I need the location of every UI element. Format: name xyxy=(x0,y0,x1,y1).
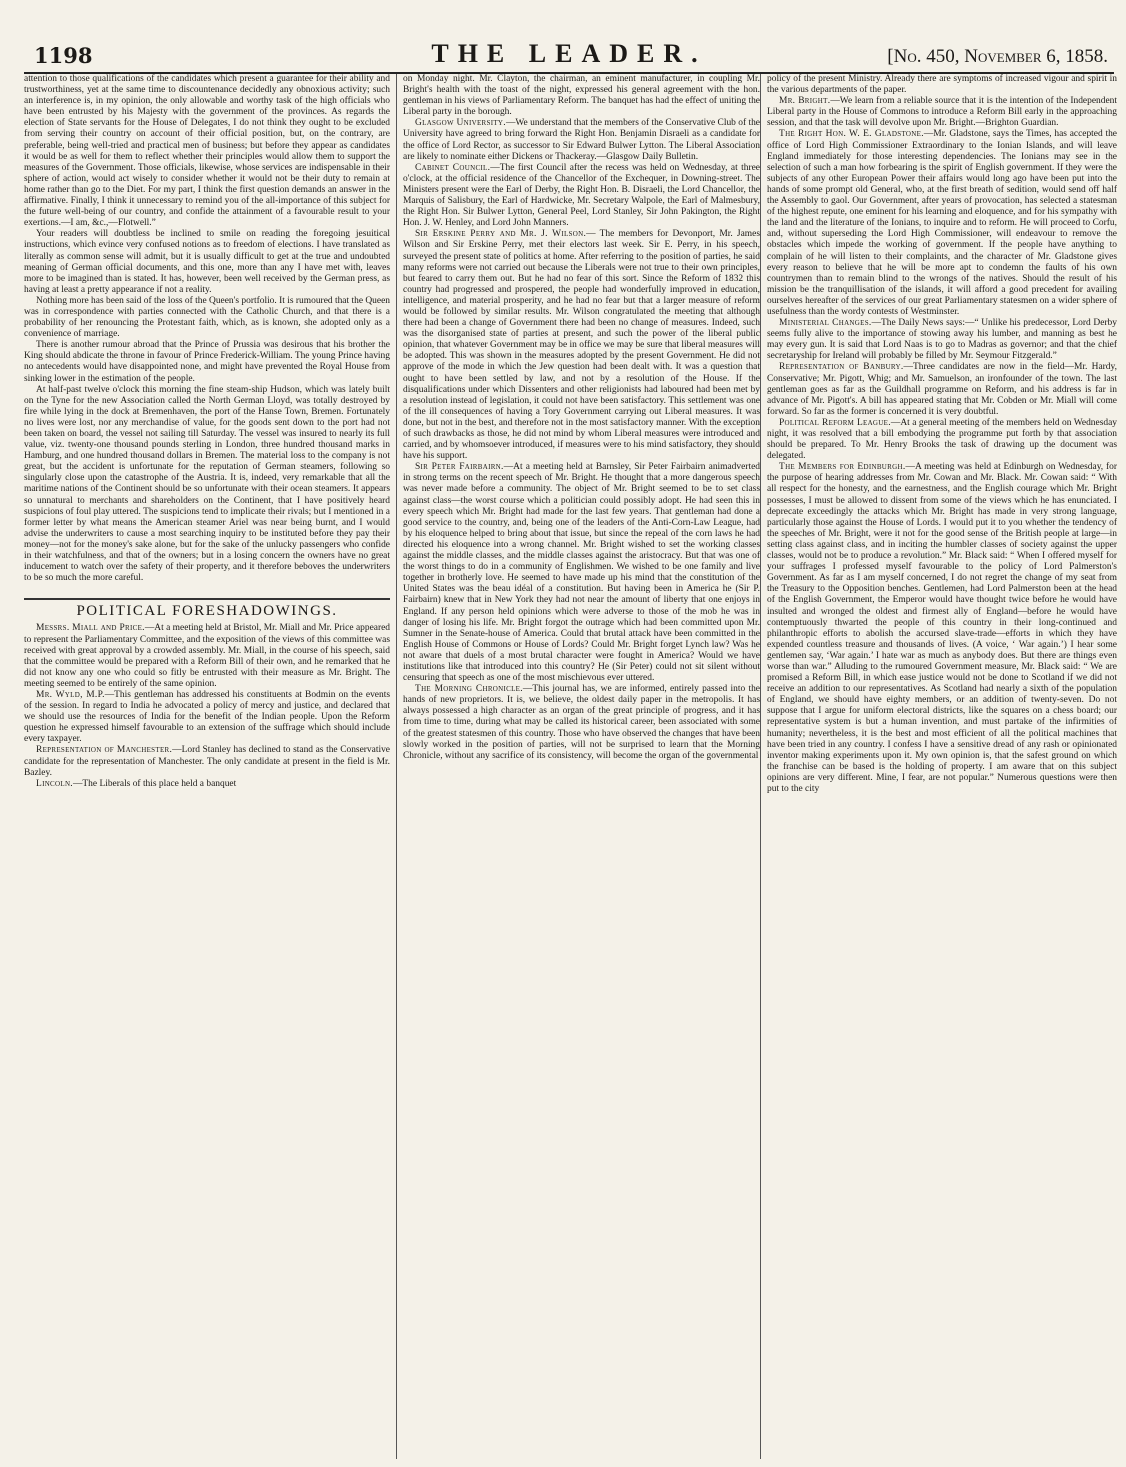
paragraph-lead: Representation of Banbury. xyxy=(779,362,904,373)
paragraph xyxy=(767,418,1117,462)
paragraph xyxy=(767,129,1117,318)
paragraph xyxy=(767,362,1117,417)
paragraph xyxy=(24,690,390,745)
paragraph-body: —The first Council after the recess was held on Wednesday, at three o'clock, at the official residence of the Chancellor of the Exchequer, in Downing-street. The Ministers present were the Earl of Derby, the Right Hon. B. Disraeli, the Lord Chancellor, the Marquis of Salisbury, the Earl of Hardwicke, Mr. Secretary Walpole, the Earl of Malmesbury, the Right Hon. Sir Bulwer Lytton, General Peel, Lord Stanley, Sir John Pakington, the Right Hon. J. W. Henley, and Lord John Manners. xyxy=(403,162,760,229)
paragraph-body: —A meeting was held at Edinburgh on Wednesday, for the purpose of hearing addresses from Mr. Cowan and Mr. Black. Mr. Cowan said: “ With all respect for the honesty, and the earnestness, and the English courage which Mr. Bright possesses, I must be allowed to dissent from some of the views which he has enunciated. I deprecate exceedingly the attacks which Mr. Bright has made in very strong language, particularly those against the House of Lords. I would put it to you whether the tendency of the speeches of Mr. Bright, were it not for the good sense of the British people at large—in setting class against class, and in inciting the humbler classes of society against the upper classes, would not be to produce a revolution.” Mr. Black said: “ When I offered myself for your suffrages I professed myself favourable to the policy of Lord Palmerston's Government. As far as I am myself concerned, I do not regret the change of my seat from the Treasury to the Opposition benches. Gentlemen, had Lord Palmerston been at the head of the English Government, the Emperor would have thought twice before he would have insulted and wronged the oldest and firmest ally of England—before he would have contemptuously thwarted the people of this country in their long-continued and philanthropic efforts to abolish the accursed slave-trade—efforts in which they have expended countless treasure and thousands of lives. (A voice, ‘ War again.’) I hear some gentlemen say, ‘War again.’ I hate war as much as anybody does. But there are things even worse than war.” Alluding to the rumoured Government measure, Mr. Black said: “ We are promised a Reform Bill, in which ease justice would not be done to Scotland if we did not receive an addition to our representatives. As Scotland had nearly a sixth of the population of England, we should have eighty members, or an addition of twenty-seven. Do not suppose that I argue for uniform electoral districts, like the squares on a chess board; our representative system is but a human invention, and must partake of the infirmities of humanity; nevertheless, it is the best and most efficient of all the political machines that have been tried in any country. I confess I have a sensitive dread of any rash or opinionated inventor making experiments upon it. My own opinion is, that the safest ground on which the franchise can be based is the holding of property. I am aware that on this subject opinions are very different. Mine, I fear, are not popular.” Numerous questions were then put to the city xyxy=(767,462,1117,794)
paragraph-body: —At a general meeting of the members held on Wednesday night, it was resolved that a bill embodying the programme put forth by that association should be prepared. To Mr. Henry Brooks the task of drawing up the document was delegated. xyxy=(767,417,1117,462)
paragraph-lead: Mr. Bright. xyxy=(779,96,831,107)
column-1 xyxy=(24,74,390,1459)
paragraph-body: —At a meeting held at Barnsley, Sir Peter Fairbairn animadverted in strong terms on the recent speech of Mr. Bright. He thought that a more dangerous speech was never made before a community. The object of Mr. Bright seemed to be to set class against class—the worst course which a politician could possibly adopt. He had seen this in every speech which Mr. Bright had made for the last few years. That gentleman had done a good service to the country, and, being one of the leaders of the Anti-Corn-Law League, had by his eloquence helped to bring about that issue, but since the repeal of the corn laws he had directed his eloquence into a wrong channel. Mr. Bright wished to set the working classes against the middle classes, and the middle classes against the aristocracy. But that was one of the worst things to do in a community of Englishmen. We wished to be one family and live together in brotherly love. He seemed to have made up his mind that the constitution of the United States was the beau idéal of a constitution. But having been in America he (Sir P. Fairbairn) knew that in New York they had not near the amount of liberty that one enjoys in England. If any person held opinions which were adverse to those of the mob he was in danger of losing his life. Mr. Bright forgot the outrage which had been committed upon Mr. Sumner in the Senate-house of America. Could that brutal attack have been committed in the English House of Commons or House of Lords? Could Mr. Bright forget Lynch law? Was he not aware that duels of a most brutal character were fought in America? Would we have institutions like that introduced into this country? He (Sir Peter) could not sit silent without censuring that speech as one of the most mischievous ever uttered. xyxy=(403,462,760,684)
paragraph xyxy=(403,118,760,162)
section-heading: POLITICAL FORESHADOWINGS. xyxy=(24,598,390,617)
paragraph-body: —We understand that the members of the Conservative Club of the University have agreed to bring forward the Right Hon. Benjamin Disraeli as a candidate for the office of Lord Rector, as successor to Sir Edward Bulwer Lytton. The Liberal Association are likely to nominate either Dickens or Thackeray.—Glasgow Daily Bulletin. xyxy=(403,118,760,162)
paragraph-body: — The members for Devonport, Mr. James Wilson and Sir Erskine Perry, met their electors last week. Sir E. Perry, in his speech, surveyed the present state of politics at home. After referring to the position of parties, he said many reforms were not carried out because the Liberals were not true to their own principles, but feared to carry them out. But he had no fear of this sort. Since the Reform of 1832 this country had progressed and prospered, the people had wonderfully improved in education, intelligence, and material prosperity, and he had no fear but that a larger measure of reform would be followed by similar results. Mr. Wilson congratulated the meeting that although there had been a change of Government there had been no change of measures. Indeed, such was the disorganised state of parties at present, and such the power of the liberal public opinion, that whatever Government may be in office we may be sure that liberal measures will be adopted. This was shown in the measures adopted by the present Government. He did not approve of the mode in which the Jew question had been dealt with. It was a question that ought to have been settled by law, and not by a resolution of the House. If the disqualifications under which Dissenters and other religionists had laboured had been met by a resolution instead of legislation, it could not have been satisfactory. This settlement was one of the ill consequences of having a Tory Government carrying out Liberal measures. It was done, but not in the best, and therefore not in the most satisfactory manner. With the exception of such drawbacks as those, he did not mind by whom Liberal measures were introduced and carried, and by whomsoever introduced, if measures were to his mind satisfactory, they should have his support. xyxy=(403,229,760,462)
paragraph: on Monday night. Mr. Clayton, the chairman, an eminent manufacturer, in coupling Mr. Bright's health with the toast of the night, expressed his general agreement with the hon. gentleman in his views of Parliamentary Reform. The banquet has had the effect of uniting the Liberal party in the borough. xyxy=(403,74,760,118)
paragraph xyxy=(403,462,760,684)
paragraph-body: —The Daily News says:—“ Unlike his predecessor, Lord Derby seems fully alive to the importance of stowing away his lumber, and manning as best he may every gun. It is said that Lord Naas is to go to Madras as governor; and that the chief secretaryship for Ireland will probably be filled by Mr. Seymour Fitzgerald.” xyxy=(767,318,1117,362)
page-number: 1198 xyxy=(34,43,93,68)
masthead-title: THE LEADER. xyxy=(431,39,707,68)
paragraph-body: —We learn from a reliable source that it is the intention of the Independent Liberal party in the House of Commons to introduce a Reform Bill early in the approaching session, and that the task will devolve upon Mr. Bright.—Brighton Guardian. xyxy=(767,96,1117,129)
paragraph-body: —This gentleman has addressed his constituents at Bodmin on the events of the session. In regard to India he advocated a policy of mercy and justice, and declared that we should use the resources of India for the benefit of the Indian people. Upon the Reform question he expressed himself favourable to an extension of the suffrage which should include every taxpayer. xyxy=(24,689,390,745)
column-3 xyxy=(760,74,1117,1459)
paragraph: attention to those qualifications of the candidates which present a guarantee for their ability and trustworthiness, yet at the same time to discountenance decidedly any obnoxious activity; such an interference is, in my opinion, the only allowable and worthy task of the high officials who have been entrusted by his Majesty with the government of the provinces. As regards the election of State servants for the House of Delegates, I do not think they ought to be excluded from serving their country on account of their official position, but, on the contrary, are preferable, being well-tried and practical men of business; but before they appear as candidates it would be as well for them to reflect whether their principles would allow them to support the measures of the Government. Those officials, likewise, whose services are indispensable in their sphere of action, would act wisely to consider whether it would not be their duty to remain at home rather than go to the Diet. For my part, I think the first question demands an answer in the affirmative. Finally, I think it unnecessary to remind you of the all-importance of this subject for the future well-being of our country, and confide the attainment of a favourable result to your exertions.—I am, &c.,—Flotwell.” xyxy=(24,74,390,229)
paragraph-lead: Ministerial Changes. xyxy=(779,318,872,329)
paragraph-lead: Mr. Wyld, M.P. xyxy=(36,689,105,700)
page-header xyxy=(24,38,1114,74)
paragraph-lead: The Members for Edinburgh. xyxy=(779,462,906,473)
paragraph-lead: Glasgow University. xyxy=(415,118,506,129)
paragraph-lead: Representation of Manchester. xyxy=(36,745,173,756)
paragraph-body: —At a meeting held at Bristol, Mr. Miall and Mr. Price appeared to represent the Parliamentary Committee, and the exposition of the views of this committee was received with great approval by a crowded assembly. Mr. Miall, in the course of his speech, said that the committee would be prepared with a Reform Bill of their own, and he remarked that he did not know any one who could so fitly be entrusted with their measure as Mr. Bright. The meeting seemed to be entirely of the same opinion. xyxy=(24,623,390,689)
issue-info: [No. 450, November 6, 1858. xyxy=(887,46,1108,67)
paragraph: Your readers will doubtless be inclined to smile on reading the foregoing jesuitical instructions, which evince very confused notions as to freedom of elections. I have translated as literally as common sense will admit, but it is usually difficult to get at the true and undoubted meaning of German official documents, and this one, more than any I have met with, leaves more to be imagined than is stated. It has, however, been well received by the German press, as having at least a pretty appearance if not a reality. xyxy=(24,229,390,295)
paragraph-body: —This journal has, we are informed, entirely passed into the hands of new proprietors. It is, we believe, the oldest daily paper in the metropolis. It has always possessed a high character as an organ of the great principle of progress, and it has from time to time, during what may be called its historical career, been associated with some of the greatest statesmen of this country. Those who have observed the changes that have been slowly worked in the position of parties, will not be surprised to learn that the Morning Chronicle, without any sacrifice of its consistency, will become the organ of the governmental xyxy=(403,684,760,761)
paragraph xyxy=(767,462,1117,795)
paragraph: policy of the present Ministry. Already there are symptoms of increased vigour and spirit in the various departments of the paper. xyxy=(767,74,1117,96)
paragraph: Nothing more has been said of the loss of the Queen's portfolio. It is rumoured that the Queen was in correspondence with parties connected with the Catholic Church, and that there is a probability of her renouncing the Protestant faith, which, as is known, she adopted only as a convenience of marriage. xyxy=(24,295,390,340)
paragraph xyxy=(403,229,760,462)
paragraph-lead: Lincoln. xyxy=(36,778,73,789)
paragraph xyxy=(24,779,390,790)
paragraph xyxy=(24,623,390,690)
paragraph xyxy=(403,684,760,762)
column-2 xyxy=(396,74,760,1459)
paragraph-lead: Sir Erskine Perry and Mr. J. Wilson. xyxy=(415,229,587,240)
paragraph-body: —The Liberals of this place held a banquet xyxy=(72,778,237,789)
paragraph: At half-past twelve o'clock this morning the fine steam-ship Hudson, which was lately built on the Tyne for the new Association called the North German Lloyd, was totally destroyed by fire while lying in the dock at Bremenhaven, the port of the Hanse Town, Bremen. Fortunately no lives were lost, nor any merchandise of value, for the goods sent down to the port had not been taken on board, the vessel not sailing till Saturday. The vessel was insured to nearly its full value, viz. twenty-one thousand pounds sterling in London, three hundred thousand marks in Hamburg, and one hundred thousand dollars in Bremen. The material loss to the company is not great, but the accident is unfortunate for the reputation of German steamers, following so singularly close upon the catastrophe of the Austria. It is, indeed, very remarkable that all the maritime nations of the Continent should be so unfortunate with their ocean steamers. It appears so unnatural to merchants and shareholders on the Continent, that I have positively heard suspicions of foul play uttered. The suspicions tend to implicate their rivals; but I mentioned in a former letter by what means the American steamer Ariel was near being burnt, and I would advise the underwriters to cause a most searching inquiry to be instituted before they pay their money—not for the money's sake alone, but for the sake of the unlucky passengers who confide in their watchfulness, and that of the owners; but in a losing concern the owners have no great inducement to watch over the safety of their property, and it therefore beboves the underwriters to be so much the more careful. xyxy=(24,384,390,584)
paragraph-lead: Sir Peter Fairbairn. xyxy=(415,462,504,473)
paragraph: There is another rumour abroad that the Prince of Prussia was desirous that his brother the King should abdicate the throne in favour of Prince Frederick-William. The young Prince having no antecedents would have disappointed none, and might have prevented the Royal House from sinking lower in the estimation of the people. xyxy=(24,340,390,384)
paragraph-lead: Messrs. Miall and Price. xyxy=(36,623,145,634)
paragraph xyxy=(403,163,760,230)
paragraph-lead: The Morning Chronicle. xyxy=(415,684,523,695)
paragraph-body: —Mr. Gladstone, says the Times, has accepted the office of Lord High Commissioner Extraordinary to the Ionian Islands, and will leave England immediately for those interesting dependencies. The Ionians may see in the selection of such a man how forbearing is the spirit of English government. If they were the subjects of any other European Power their affairs would long ago have been put into the hands of some prompt old General, who, at the first breath of sedition, would send off half the Assembly to gaol. Our Government, after years of provocation, has selected a statesman of the highest repute, one eminent for his learning and eloquence, and for his sympathy with the land and the literature of the Ionians, to inquire and to reform. He will proceed to Corfu, and, without superseding the Lord High Commissioner, will endeavour to remove the obstacles which impede the working of government. If the people have anything to complain of he will listen to their complaints, and the character of Mr. Gladstone gives every reason to believe that he will be more apt to condemn the faults of his own countrymen than to remain blind to the wrongs of the natives. Should the result of his mission be the tranquillisation of the islands, it will afford a good precedent for availing ourselves hereafter of the services of our great Parliamentary statesmen on a wider sphere of usefulness than the wordy contests of Westminster. xyxy=(767,129,1117,317)
paragraph-body: —Three candidates are now in the field—Mr. Hardy, Conservative; Mr. Pigott, Whig; and Mr. Samuelson, an ironfounder of the town. The last gentleman goes as far as the Guildhall programme on Reform, and his address is far in advance of Mr. Pigott's. A bill has appeared stating that Mr. Cobden or Mr. Miall will come forward. So far as the former is concerned it is very doubtful. xyxy=(767,362,1117,417)
paragraph-lead: Political Reform League. xyxy=(779,417,891,428)
paragraph xyxy=(767,96,1117,129)
paragraph-body: —Lord Stanley has declined to stand as the Conservative candidate for the representation of Manchester. The only candidate at present in the field is Mr. Bazley. xyxy=(24,745,390,778)
paragraph xyxy=(24,745,390,778)
paragraph-lead: Cabinet Council. xyxy=(415,162,491,173)
paragraph-lead: The Right Hon. W. E. Gladstone. xyxy=(779,129,924,140)
paragraph xyxy=(767,318,1117,362)
